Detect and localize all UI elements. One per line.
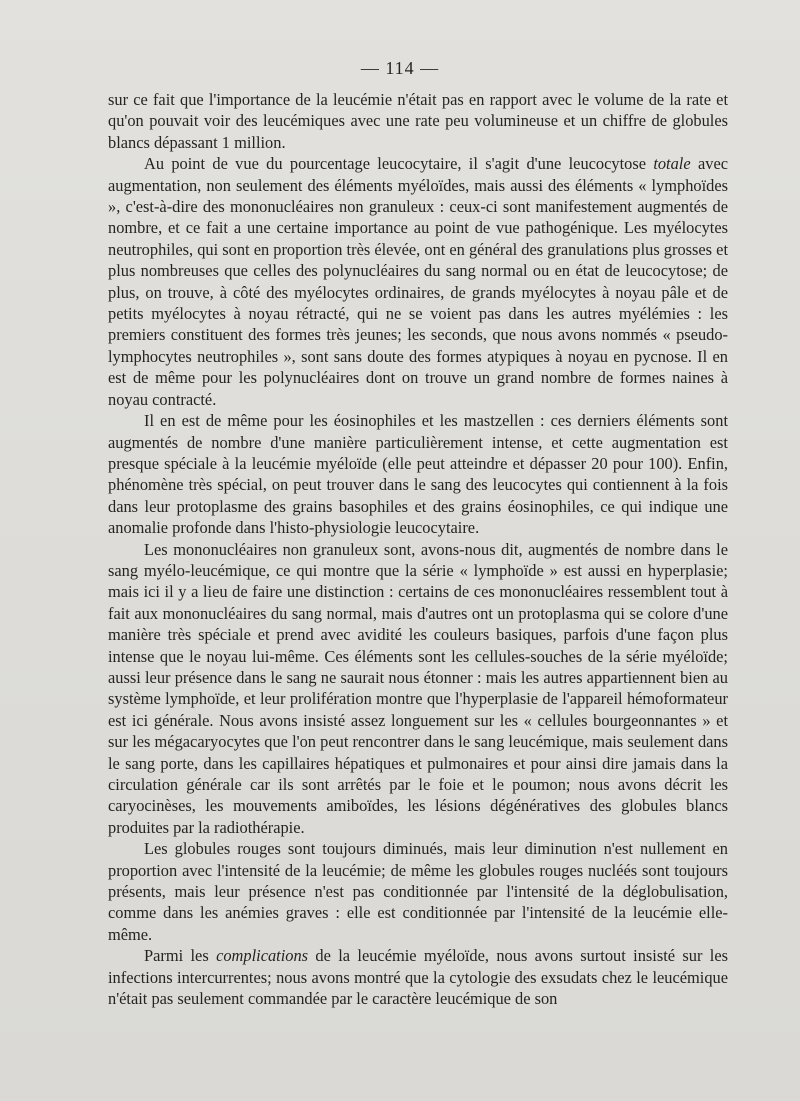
italic-term-totale: totale <box>653 154 691 174</box>
paragraph-text: Parmi les <box>144 946 217 966</box>
paragraph-1 <box>108 89 728 153</box>
paragraph-5 <box>108 838 728 945</box>
italic-term-complications: complications <box>216 946 309 966</box>
paragraph-text: de la leucémie myéloïde, nous avons surtout insisté sur les infections intercurrentes; nous avons montré que la cytologie des exsudats chez le leucémique n'était pas seulement commandée par le caractère leucémique de son <box>108 946 728 1009</box>
paragraph-text: Il en est de même pour les éosinophiles et les mastzellen : ces derniers éléments sont augmentés de nombre d'une manière particulièrement intense, et cette augmentation est presque spéciale à la leucémie myéloïde (elle peut atteindre et dépasser 20 pour 100). Enfin, phénomène très spécial, on peut trouver dans le sang des leucocytes qui contiennent à la fois dans leur protoplasme des grains basophiles et des grains éosinophiles, ce qui indique une anomalie profonde dans l'histo-physiologie leucocytaire. <box>108 411 728 538</box>
paragraph-text: avec augmentation, non seulement des éléments myéloïdes, mais aussi des éléments « lymphoïdes », c'est-à-dire des mononucléaires non granuleux : ceux-ci sont manifestement augmentés de nombre, et ce fait a une certaine importance au point de vue pathogénique. Les myélocytes neutrophiles, qui sont en proportion très élevée, ont en général des granulations plus grosses et plus nombreuses que celles des polynucléaires du sang normal ou en état de leucocytose; de plus, on trouve, à côté des myélocytes ordinaires, de grands myélocytes à noyau pâle et de petits myélocytes à noyau rétracté, qui ne se voient pas dans les autres myélémies : les premiers constituent des formes très jeunes; les seconds, que nous avons nommés « pseudo-lymphocytes neutrophiles », sont sans doute des formes atypiques à noyau en pycnose. Il en est de même pour les polynucléaires dont on trouve un grand nombre de formes naines à noyau contracté. <box>108 154 728 409</box>
paragraph-text: Au point de vue du pourcentage leucocytaire, il s'agit d'une leucocytose <box>144 154 654 174</box>
paragraph-text: sur ce fait que l'importance de la leucémie n'était pas en rapport avec le volume de la rate et qu'on pouvait voir des leucémiques avec une rate peu volumineuse et un chiffre de globules blancs dépassant 1 million. <box>108 90 728 152</box>
paragraph-text: Les mononucléaires non granuleux sont, avons-nous dit, augmentés de nombre dans le sang myélo-leucémique, ce qui montre que la série « lymphoïde » est aussi en hyperplasie; mais ici il y a lieu de faire une distinction : certains de ces mononucléaires ressemblent tout à fait aux mononucléaires du sang normal, mais d'autres ont un protoplasma qui se colore d'une manière très spéciale et prend avec avidité les couleurs basiques, parfois d'une façon plus intense que le noyau lui-même. Ces éléments sont les cellules-souches de la série myéloïde; aussi leur présence dans le sang ne saurait nous étonner : mais les autres appartiennent bien au système lymphoïde, et leur prolifération montre que l'hyperplasie de l'appareil hémoformateur est ici générale. Nous avons insisté assez longuement sur les « cellules bourgeonnantes » et sur les mégacaryocytes que l'on peut rencontrer dans le sang leucémique, mais seulement dans le sang porte, dans les capillaires hépatiques et pulmonaires et pour ainsi dire jamais dans la circulation générale car ils sont arrêtés par le foie et le poumon; nous avons décrit les caryocinèses, les mouvements amiboïdes, les lésions dégénératives des globules blancs produites par la radiothérapie. <box>108 539 728 837</box>
paragraph-2 <box>108 153 728 410</box>
paragraph-text: Les globules rouges sont toujours diminués, mais leur diminution n'est nullement en proportion avec l'intensité de la leucémie; de même les globules rouges nucléés sont toujours présents, mais leur présence n'est pas conditionnée par l'intensité de la déglobulisation, comme dans les anémies graves : elle est conditionnée par l'intensité de la leucémie elle-même. <box>108 839 728 944</box>
body-text <box>108 89 728 1009</box>
paragraph-3 <box>108 410 728 538</box>
page-number: — 114 — <box>360 58 440 78</box>
paragraph-4 <box>108 539 728 839</box>
paragraph-6 <box>108 945 728 1009</box>
